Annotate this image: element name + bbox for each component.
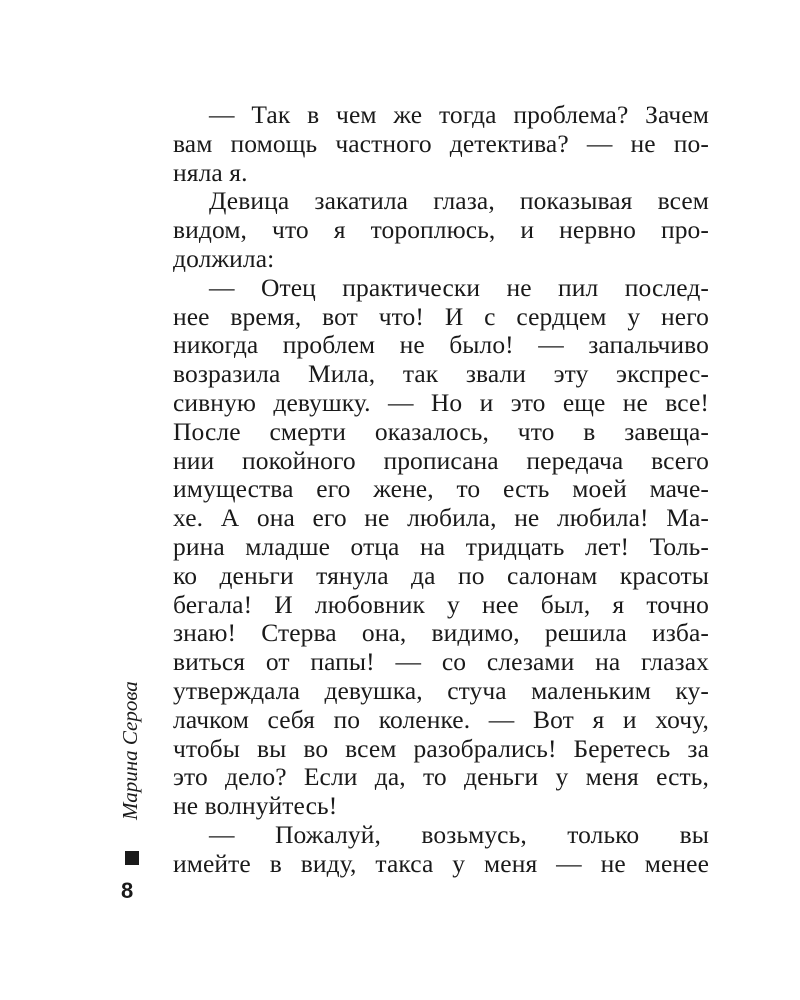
body-text — [173, 101, 709, 879]
text-line: Девица закатила глаза, показывая всем — [209, 187, 709, 216]
text-line: сивную девушку. — Но и это еще не все! — [173, 388, 709, 417]
text-line: хе. А она его не любила, не любила! Ма- — [173, 504, 709, 533]
text-line: бегала! И любовник у нее был, я точно — [173, 590, 709, 619]
text-line: — Пожалуй, возьмусь, только вы — [209, 820, 709, 849]
text-line: это дело? Если да, то деньги у меня есть, — [173, 763, 709, 792]
text-line: возразила Мила, так звали эту экспрес- — [173, 360, 709, 389]
text-line: нии покойного прописана передача всего — [173, 446, 709, 475]
page-number: 8 — [121, 878, 134, 903]
text-line: чтобы вы во всем разобрались! Беретесь за — [173, 734, 709, 763]
text-line: — Так в чем же тогда проблема? Зачем — [209, 101, 709, 129]
text-line: имейте в виду, такса у меня — не менее — [173, 849, 709, 878]
text-line: нее время, вот что! И с сердцем у него — [173, 302, 709, 331]
text-line: не волнуйтесь! — [173, 792, 338, 821]
text-line: лачком себя по коленке. — Вот я и хочу, — [173, 705, 709, 734]
text-line: знаю! Стерва она, видимо, решила изба- — [173, 619, 709, 648]
text-line: виться от папы! — со слезами на глазах — [173, 648, 709, 677]
text-line: никогда проблем не было! — запальчиво — [173, 331, 709, 360]
text-line: видом, что я тороплюсь, и нервно про- — [173, 216, 709, 245]
text-line: имущества его жене, то есть моей маче- — [173, 475, 709, 504]
text-line: После смерти оказалось, что в завеща- — [173, 417, 709, 446]
text-line: — Отец практически не пил послед- — [209, 273, 709, 302]
text-line: должила: — [173, 244, 275, 273]
square-marker-icon — [125, 851, 139, 865]
text-line: няла я. — [173, 158, 248, 187]
text-line: рина младше отца на тридцать лет! Толь- — [173, 532, 709, 561]
text-line: ко деньги тянула да по салонам красоты — [173, 561, 709, 590]
author-name: Марина Серова — [118, 681, 142, 820]
text-line: вам помощь частного детектива? — не по- — [173, 129, 709, 158]
text-line: утверждала девушка, стуча маленьким ку- — [173, 676, 709, 705]
